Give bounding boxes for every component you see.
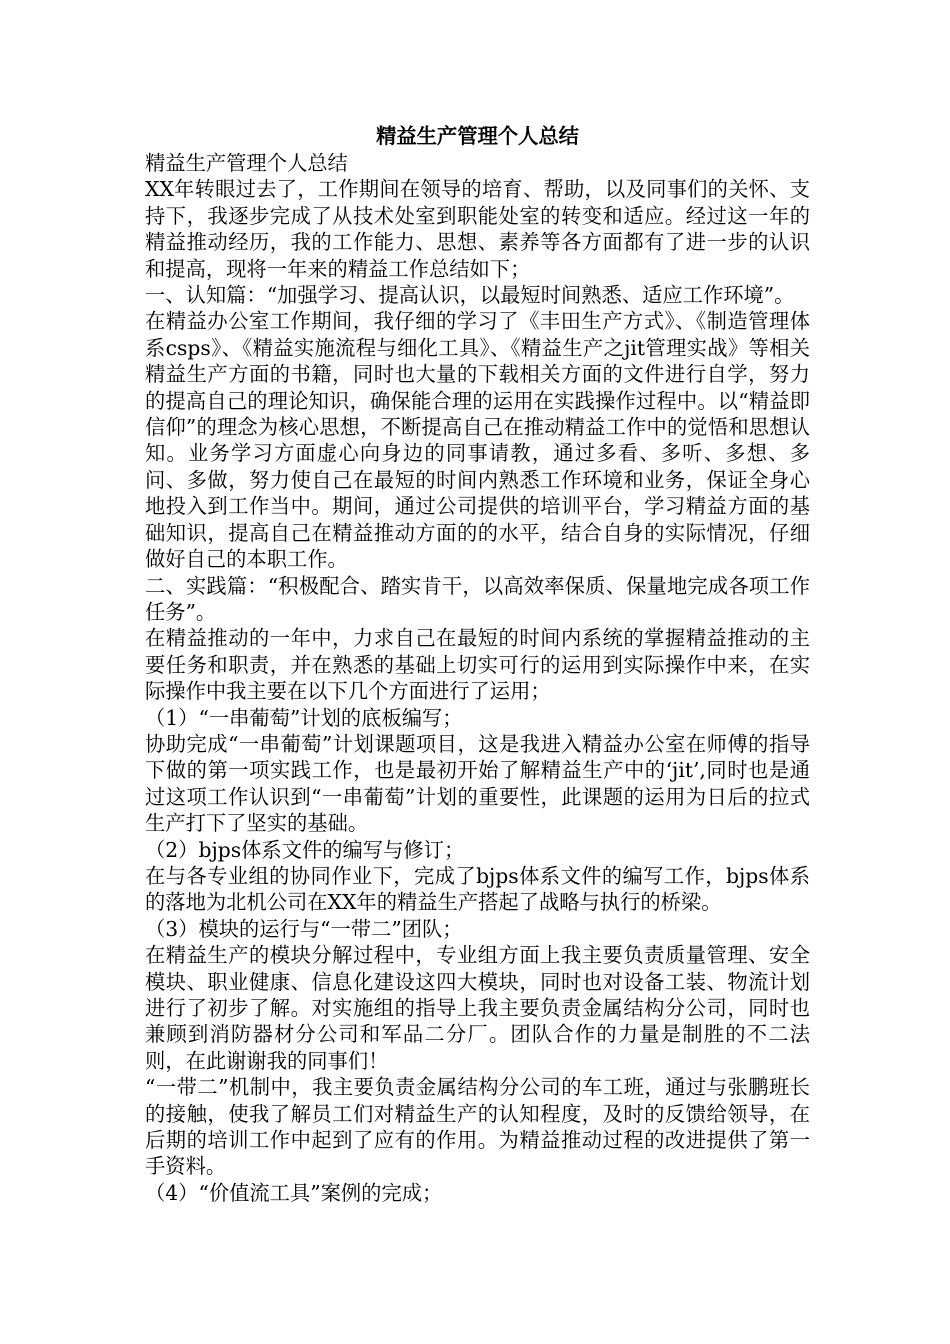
paragraph-practice-intro: 在精益推动的一年中，力求自己在最短的时间内系统的掌握精益推动的主要任务和职责，并在熟悉的基础上切实可行的运用到实际操作中来，在实际操作中我主要在以下几个方面进行了运用； [145,626,810,704]
item-heading-4: （4）“价值流工具”案例的完成； [145,1180,443,1205]
item-heading-1: （1）“一串葡萄”计划的底板编写； [145,705,463,730]
document-page [145,122,810,1206]
item-heading-3: （3）模块的运行与“一带二”团队； [145,916,463,941]
paragraph-item-2: 在与各专业组的协同作业下，完成了bjps体系文件的编写工作，bjps体系的落地为北机公司在XX年的精益生产搭起了战略与执行的桥梁。 [145,863,810,915]
paragraph-subtitle: 精益生产管理个人总结 [145,151,348,175]
item-heading-2: （2）bjps体系文件的编写与修订； [145,837,465,862]
paragraph-item-3-team: “一带二”机制中，我主要负责金属结构分公司的车工班，通过与张鹏班长的接触，使我了解员工们对精益生产的认知程度，及时的反馈给领导，在后期的培训工作中起到了应有的作用。为精益推动过程的改进提供了第一手资料。 [145,1075,810,1179]
paragraph-cognition-body: 在精益办公室工作期间，我仔细的学习了《丰田生产方式》、《制造管理体系csps》、《精益实施流程与细化工具》、《精益生产之jit管理实战》等相关精益生产方面的书籍，同时也大量的下载相关方面的文件进行自学，努力的提高自己的理论知识，确保能合理的运用在实践操作过程中。以“精益即信仰”的理念为核心思想，不断提高自己在推动精益工作中的觉悟和思想认知。业务学习方面虚心向身边的同事请教，通过多看、多听、多想、多问、多做，努力使自己在最短的时间内熟悉工作环境和业务，保证全身心地投入到工作当中。期间，通过公司提供的培训平台，学习精益方面的基础知识，提高自己在精益推动方面的的水平，结合自身的实际情况，仔细做好自己的本职工作。 [145,309,810,572]
section-heading-cognition: 一、认知篇：“加强学习、提高认识，以最短时间熟悉、适应工作环境”。 [145,283,795,308]
paragraph-item-3: 在精益生产的模块分解过程中，专业组方面上我主要负责质量管理、安全模块、职业健康、信息化建设这四大模块，同时也对设备工装、物流计划进行了初步了解。对实施组的指导上我主要负责金属结构分公司，同时也兼顾到消防器材分公司和军品二分厂。团队合作的力量是制胜的不二法则，在此谢谢我的同事们！ [145,943,810,1073]
paragraph-intro: XX年转眼过去了，工作期间在领导的培育、帮助，以及同事们的关怀、支持下，我逐步完成了从技术处室到职能处室的转变和适应。经过这一年的精益推动经历，我的工作能力、思想、素养等各方面都有了进一步的认识和提高，现将一年来的精益工作总结如下； [145,177,810,281]
document-title: 精益生产管理个人总结 [376,124,579,148]
paragraph-item-1: 协助完成“一串葡萄”计划课题项目，这是我进入精益办公室在师傅的指导下做的第一项实践工作，也是最初开始了解精益生产中的‘jit’,同时也是通过这项工作认识到“一串葡萄”计划的重要性，此课题的运用为日后的拉式生产打下了坚实的基础。 [145,731,810,836]
section-heading-practice: 二、实践篇：“积极配合、踏实肯干，以高效率保质、保量地完成各项工作任务”。 [145,573,810,624]
